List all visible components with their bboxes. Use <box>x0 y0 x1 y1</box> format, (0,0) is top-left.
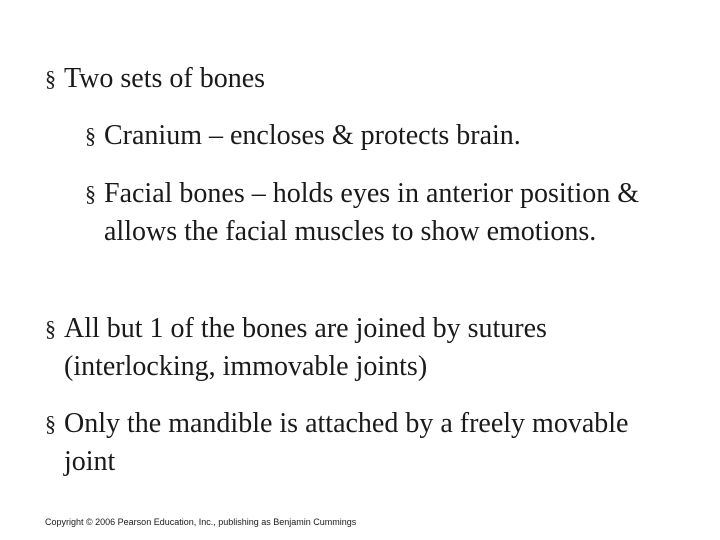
sub-bullet-facial-bones <box>85 175 645 251</box>
sub-bullet-cranium <box>85 117 685 155</box>
copyright-footer: Copyright © 2006 Pearson Education, Inc., publishing as Benjamin Cummings <box>45 517 357 527</box>
bullet-text: Cranium – encloses & protects brain. <box>104 120 521 151</box>
bullet-sutures <box>45 310 685 386</box>
bullet-marker: § <box>45 411 56 436</box>
bullet-text: All but 1 of the bones are joined by sutures (interlocking, immovable joints) <box>64 313 547 382</box>
bullet-mandible <box>45 405 685 481</box>
bullet-text: Two sets of bones <box>64 63 266 94</box>
bullet-text: Only the mandible is attached by a freely movable joint <box>64 408 629 477</box>
bullet-marker: § <box>85 181 96 206</box>
bullet-marker: § <box>45 316 56 341</box>
bullet-text: Facial bones – holds eyes in anterior position & allows the facial muscles to show emotions. <box>104 178 640 247</box>
bullet-two-sets-of-bones <box>45 60 685 98</box>
bullet-marker: § <box>45 66 56 91</box>
bullet-marker: § <box>85 123 96 148</box>
